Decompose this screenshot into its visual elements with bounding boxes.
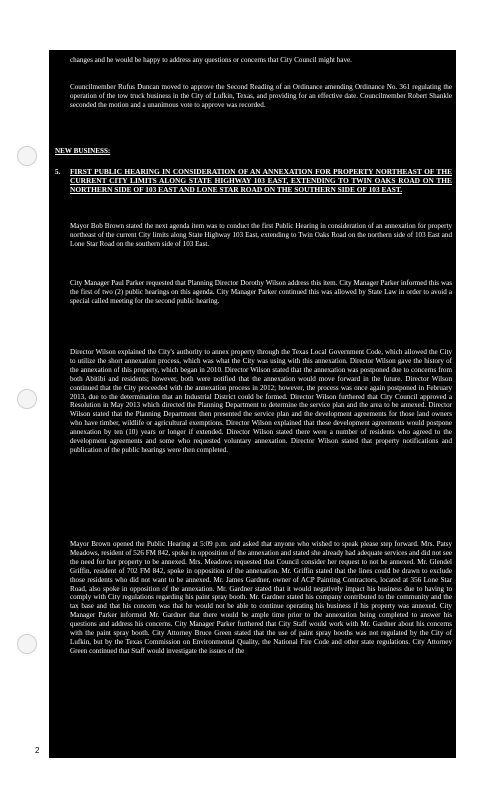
binder-hole-middle <box>17 389 37 409</box>
minutes-page <box>49 50 456 806</box>
intro-paragraph: changes and he would be happy to address any questions or concerns that City Council might have. <box>70 56 352 64</box>
public-hearing-paragraph: Mayor Brown opened the Public Hearing at 5:09 p.m. and asked that anyone who wished to speak please step forward. Mrs. Patsy Meadows, resident of 526 FM 842, spoke in opposition of the annexation and stated she already had adequate services and did not see the need for her property to be annexed. Mrs. Meadows requested that Council consider her request to not be annexed. Mr. Glendel Griffin, resident of 702 FM 842, spoke in opposition of the annexation. Mr. Griffin stated that the lines could be drawn to exclude those residents who did not want to be annexed. Mr. James Gardner, owner of ACP Painting Contractors, located at 356 Lone Star Road, also spoke in opposition of the annexation. Mr. Gardner stated that it would negatively impact his business due to having to comply with City regulations regarding his paint spray booth. Mr. Gardner stated his company contributed to the community and the tax base and that his concern was that he would not be able to continue operating his business if his property was annexed. City Manager Parker informed Mr. Gardner that there would be ample time prior to the annexation being completed to answer his questions and address his concerns. City Manager Parker furthered that City Staff would work with Mr. Gardner about his concerns with the paint spray booth. City Attorney Bruce Green stated that the use of paint spray booths was not regulated by the City of Lufkin, but by the Texas Commission on Environmental Quality, the National Fire Code and other state regulations. City Attorney Green continued that Staff would investigate the issues of the <box>70 540 452 655</box>
page-footer: Lufkin City Council Minutes – August 6, 2013 <box>49 796 317 806</box>
second-reading-paragraph: Councilmember Rufus Duncan moved to approve the Second Reading of an Ordinance amending Ordinance No. 361 regulating the operation of the tow truck business in the City of Lufkin, Texas, and providing for an effective date. Councilmember Robert Shankle seconded the motion and a unanimous vote to approve was recorded. <box>70 83 452 109</box>
agenda-item-title: FIRST PUBLIC HEARING IN CONSIDERATION OF AN ANNEXATION FOR PROPERTY NORTHEAST OF THE CURRENT CITY LIMITS ALONG STATE HIGHWAY 103 EAST, EXTENDING TO TWIN OAKS ROAD ON THE NORTHERN SIDE OF 103 EAST AND LONE STAR ROAD ON THE SOUTHERN SIDE OF 103 EAST. <box>70 167 452 194</box>
director-wilson-paragraph: Director Wilson explained the City's authority to annex property through the Texas Local Government Code, which allowed the City to utilize the short annexation process, which was what the City was using with this annexation. Director Wilson gave the history of the annexation of this property, which began in 2010. Director Wilson stated that the annexation was postponed due to concerns from both Abitibi and residents; however, both were notified that the annexation would move forward in the future. Director Wilson continued that the City proceeded with the annexation process in 2012; however, the process was once again postponed in February 2013, due to the determination that an Industrial District could be formed. Director Wilson furthered that City Council approved a Resolution in May 2013 which directed the Planning Department to determine the service plan and the area to be annexed. Director Wilson stated that the Planning Department then presented the service plan and the development agreements for those land owners who have timber, wildlife or agricultural exemptions. Director Wilson explained that these development agreements would postpone annexation by ten (10) years or longer if extended. Director Wilson stated there were a number of residents who agreed to the development agreements and some who requested voluntary annexation. Director Wilson stated that property notifications and publication of the public hearings were then completed. <box>70 348 452 454</box>
section-heading: NEW BUSINESS: <box>55 147 111 155</box>
hearing-intro-paragraph: Mayor Bob Brown stated the next agenda item was to conduct the first Public Hearing in consideration of an annexation for property northeast of the current City limits along State Highway 103 East, extending to Twin Oaks Road on the northern side of 103 East and Lone Star Road on the southern side of 103 East. <box>70 222 452 248</box>
page-number: 2 <box>35 746 40 755</box>
binder-hole-top <box>17 146 37 166</box>
agenda-item-number: 5. <box>55 168 61 176</box>
city-manager-paragraph: City Manager Paul Parker requested that Planning Director Dorothy Wilson address this item. City Manager Parker informed this was the first of two (2) public hearings on this agenda. City Manager Parker continued this was allowed by State Law in order to avoid a special called meeting for the second public hearing. <box>70 279 452 305</box>
binder-hole-bottom <box>17 634 37 654</box>
